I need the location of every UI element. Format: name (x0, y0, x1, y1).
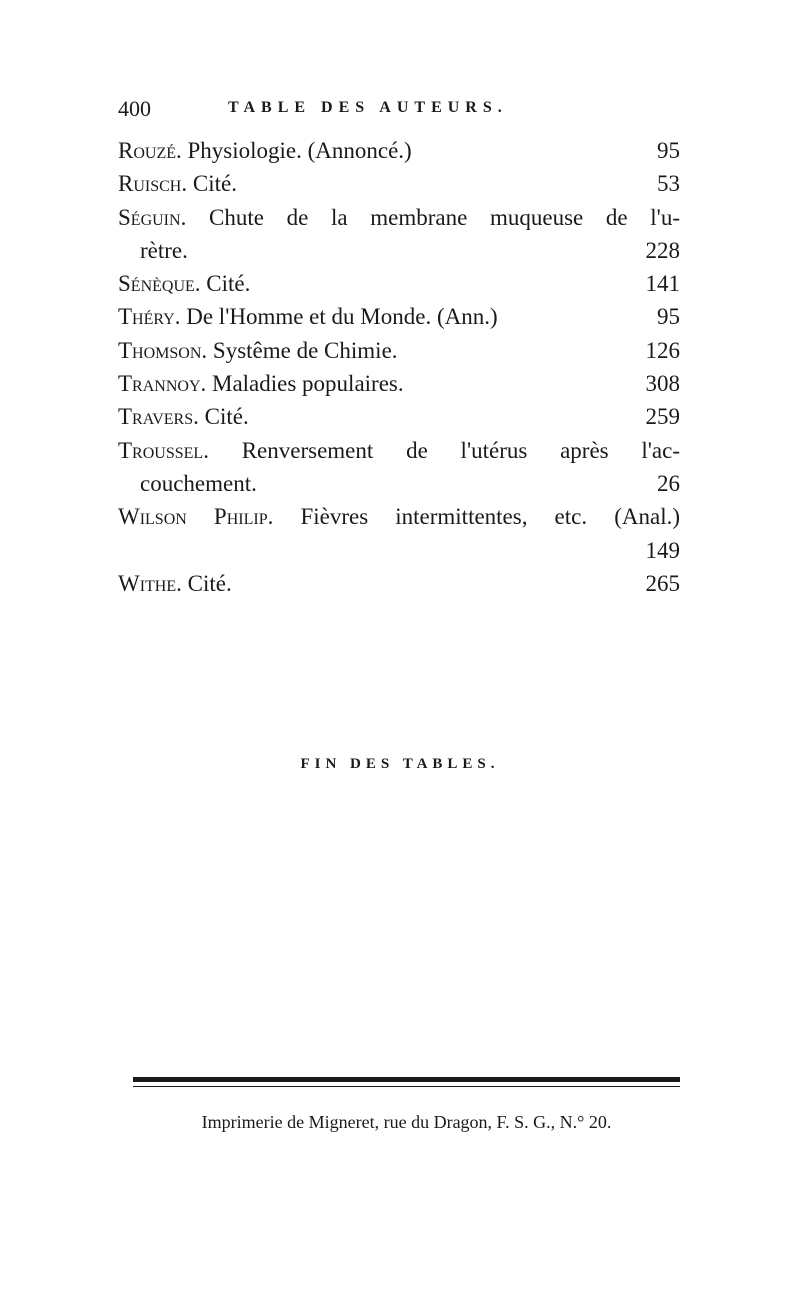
index-entry (118, 201, 680, 234)
entry-description: . Maladies populaires. (200, 371, 404, 397)
running-title: TABLE DES AUTEURS. (228, 99, 508, 116)
author-name: Théry (118, 304, 175, 330)
index-entry (118, 500, 680, 533)
index-entry (118, 367, 680, 400)
entry-text (118, 167, 237, 200)
entry-text (118, 300, 498, 333)
index-entry (118, 534, 680, 567)
index-entry (118, 334, 680, 367)
printer-imprint: Imprimerie de Migneret, rue du Dragon, F. S. G., N.° 20. (201, 1112, 612, 1132)
entry-description: . Chute de la membrane muqueuse de l'u- (180, 204, 680, 230)
page-reference: 126 (645, 337, 680, 363)
page-reference: 53 (657, 171, 680, 197)
thick-rule (133, 1077, 680, 1082)
author-name: Sénèque (118, 271, 195, 297)
author-name: Travers (118, 404, 194, 430)
index-entry (118, 167, 680, 200)
index-entry (118, 467, 680, 500)
index-entry (118, 400, 680, 433)
entry-text (118, 434, 680, 467)
thin-rule (133, 1086, 680, 1087)
entry-description: . Cité. (176, 570, 232, 596)
index-entry (118, 300, 680, 333)
entry-description: . Cité. (193, 404, 249, 430)
page-reference: 141 (645, 271, 680, 297)
entry-description: . Fièvres intermittentes, etc. (Anal.) (267, 504, 680, 530)
entry-text (118, 134, 412, 167)
page-number: 400 (118, 96, 151, 121)
entry-text (118, 201, 680, 234)
author-name: Trannoy (118, 371, 201, 397)
index-entry (118, 234, 680, 267)
page-reference: 26 (657, 470, 680, 496)
author-name: Rouzé (118, 138, 176, 163)
page-reference: 259 (645, 404, 680, 430)
entry-description: . Cité. (194, 271, 251, 297)
author-name: Troussel (118, 437, 204, 463)
entry-text (118, 400, 249, 433)
entry-text (118, 334, 398, 367)
entry-text (118, 500, 680, 533)
author-name: Thomson (118, 337, 202, 363)
index-entry (118, 134, 680, 167)
author-name: Séguin (118, 204, 181, 230)
page-reference: 95 (657, 304, 680, 330)
entry-description: . Systême de Chimie. (201, 337, 398, 363)
entry-description: . Physiologie. (Annoncé.) (176, 138, 412, 163)
page-reference: 228 (645, 237, 680, 263)
entry-text (118, 367, 404, 400)
page-reference: 95 (657, 138, 680, 163)
entry-text (118, 267, 250, 300)
entry-description: couchement. (140, 470, 257, 496)
author-name: Wilson Philip (118, 504, 268, 530)
page-reference: 265 (645, 570, 680, 596)
closing-line: FIN DES TABLES. (300, 756, 500, 772)
entry-text (140, 467, 257, 500)
index-entries (118, 134, 680, 600)
author-name: Withe (118, 570, 177, 596)
page-reference: 149 (645, 537, 680, 563)
index-entry (118, 267, 680, 300)
entry-description: . Cité. (181, 171, 237, 197)
entry-description: . Renversement de l'utérus après l'ac- (203, 437, 680, 463)
page-header (118, 96, 680, 126)
author-name: Ruisch (118, 171, 182, 197)
entry-description: . De l'Homme et du Monde. (Ann.) (174, 304, 498, 330)
index-entry (118, 567, 680, 600)
entry-description: rètre. (140, 237, 188, 263)
index-entry (118, 434, 680, 467)
entry-text (140, 234, 188, 267)
page-reference: 308 (645, 371, 680, 397)
entry-text (118, 567, 232, 600)
